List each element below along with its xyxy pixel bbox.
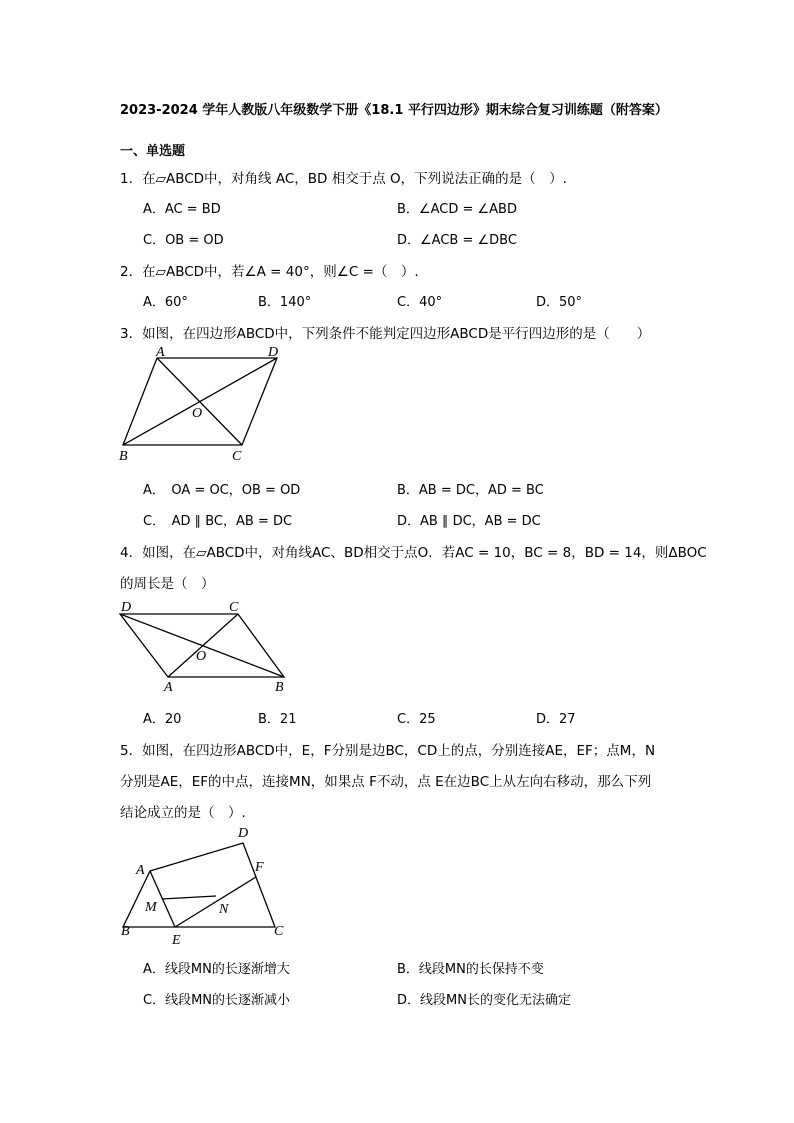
q4-label-b: B [275,680,284,695]
q4-option-b[interactable]: B．21 [258,712,297,727]
q2-stem: 2．在▱ABCD中，若∠A = 40°，则∠C =（ ）. [120,264,419,280]
q5-label-a: A [136,863,145,878]
q5-label-n: N [219,902,229,917]
q2-option-a[interactable]: A．60° [143,295,188,310]
q4-stem-line1: 4．如图，在▱ABCD中，对角线AC、BD相交于点O．若AC = 10，BC = 8，BD = 14，则ΔBOC [120,545,707,561]
q1-stem: 1．在▱ABCD中，对角线 AC，BD 相交于点 O，下列说法正确的是（ ）. [120,171,567,187]
q4-label-c: C [229,600,239,615]
q1-option-d[interactable]: D．∠ACB = ∠DBC [397,233,517,248]
q4-label-o: O [196,649,207,664]
q5-option-c[interactable]: C．线段MN的长逐渐减小 [143,993,291,1008]
q5-label-e: E [172,933,181,947]
q2-option-d[interactable]: D．50° [536,295,583,310]
q4-stem-line2: 的周长是（ ） [120,576,215,592]
q4-option-a[interactable]: A．20 [143,712,182,727]
q3-label-a: A [156,345,165,360]
page-title: 2023-2024 学年人教版八年级数学下册《18.1 平行四边形》期末综合复习训练题（附答案） [120,103,668,118]
q5-option-a[interactable]: A．线段MN的长逐渐增大 [143,962,290,977]
q4-option-c[interactable]: C．25 [397,712,436,727]
q4-label-a: A [164,680,173,695]
q5-label-m: M [145,900,157,915]
q3-label-c: C [232,449,242,464]
q1-option-b[interactable]: B．∠ACD = ∠ABD [397,202,517,217]
q3-label-o: O [192,406,203,421]
q1-option-a[interactable]: A．AC = BD [143,202,221,217]
q3-label-b: B [119,449,128,464]
q5-label-d: D [238,826,249,841]
q3-option-a[interactable]: A． OA = OC，OB = OD [143,483,301,498]
q3-option-b[interactable]: B．AB = DC，AD = BC [397,483,544,498]
q3-option-d[interactable]: D．AB ∥ DC，AB = DC [397,514,541,529]
q3-stem: 3．如图，在四边形ABCD中，下列条件不能判定四边形ABCD是平行四边形的是（ ） [120,326,651,342]
q5-label-f: F [255,860,264,875]
q4-option-d[interactable]: D．27 [536,712,576,727]
q2-option-c[interactable]: C．40° [397,295,443,310]
section-heading: 一、单选题 [120,144,186,159]
q5-label-b: B [121,924,130,939]
q5-label-c: C [274,924,284,939]
q2-option-b[interactable]: B．140° [258,295,312,310]
q3-label-d: D [268,345,279,360]
q3-option-c[interactable]: C． AD ∥ BC，AB = DC [143,514,293,529]
q1-option-c[interactable]: C．OB = OD [143,233,224,248]
q4-label-d: D [121,600,132,615]
q5-stem-line1: 5．如图，在四边形ABCD中，E，F分别是边BC，CD上的点，分别连接AE，EF；点M，N [120,743,656,759]
q5-quadrilateral-figure [110,822,300,947]
q5-option-b[interactable]: B．线段MN的长保持不变 [397,962,544,977]
q3-parallelogram-figure [110,345,310,467]
q5-stem-line3: 结论成立的是（ ）. [120,805,246,821]
q4-parallelogram-figure [110,597,300,695]
q5-option-d[interactable]: D．线段MN长的变化无法确定 [397,993,571,1008]
q5-stem-line2: 分别是AE，EF的中点，连接MN，如果点 F不动，点 E在边BC上从左向右移动，那么下列 [120,774,652,790]
